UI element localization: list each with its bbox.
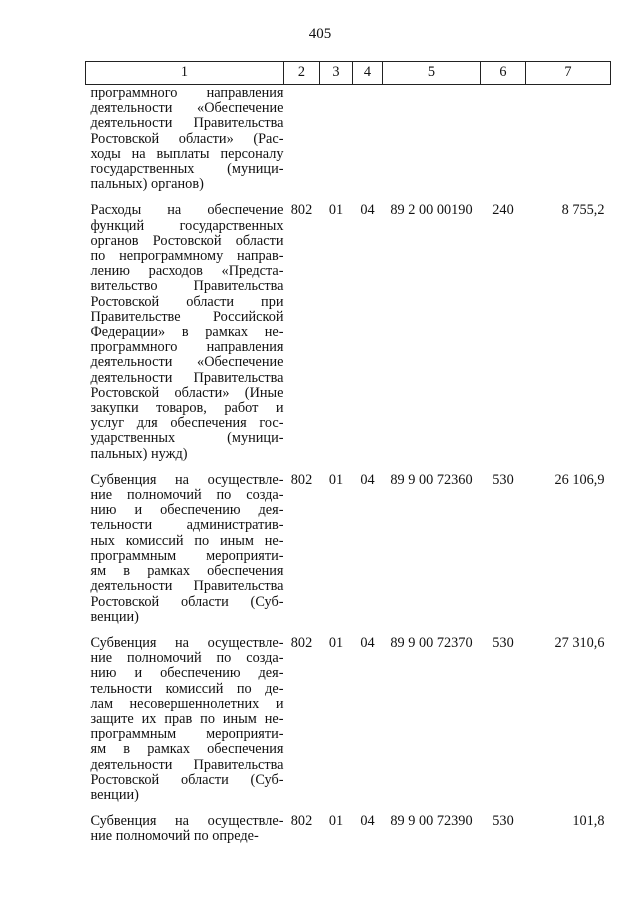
section-code: 01 [328, 202, 344, 219]
section-code: 01 [328, 813, 344, 830]
expense-name-line: лам несовершеннолетних и [90, 695, 284, 712]
expense-name-line: ние полномочий по опреде- [90, 828, 259, 845]
budget-table [85, 61, 611, 845]
expense-name [86, 192, 284, 461]
expense-name [86, 85, 284, 193]
expense-name-line: ям в рамках обеспечения [90, 741, 284, 758]
target-article-code: 89 9 00 72360 [390, 471, 473, 488]
expense-name-line: деятельности Правительства [90, 369, 284, 386]
column-header: 7 [526, 62, 611, 85]
expense-name-line: Ростовской области» (Иные [90, 384, 284, 401]
expense-name-line: пальных) нужд) [90, 445, 188, 462]
expense-type-code: 530 [492, 813, 514, 830]
table-row [86, 625, 611, 803]
subsection-code: 04 [360, 202, 375, 219]
column-header: 3 [320, 62, 353, 85]
table-row [86, 85, 611, 193]
expense-name-line: лению расходов «Предста- [90, 263, 284, 280]
expense-type-code: 530 [492, 471, 514, 488]
target-article-code [383, 85, 481, 193]
expense-name-line: программным мероприяти- [90, 726, 284, 743]
column-header: 5 [383, 62, 481, 85]
expense-name-line: государственных (муници- [90, 161, 284, 178]
table-row [86, 192, 611, 461]
section-code: 01 [328, 471, 344, 488]
expense-name-line: венции) [90, 786, 139, 803]
expense-name-line: программного направления [90, 339, 284, 356]
column-header: 4 [353, 62, 383, 85]
expense-name-line: Ростовской области (Суб- [90, 593, 284, 610]
subsection-code [353, 85, 383, 193]
column-header: 1 [86, 62, 284, 85]
expense-name-line: деятельности «Обеспечение [90, 100, 284, 117]
expense-type-code [481, 85, 526, 193]
expense-name-line: Ростовской области (Суб- [90, 771, 284, 788]
amount-value: 8 755,2 [561, 202, 605, 219]
expense-name-line: Правительстве Российской [90, 308, 284, 325]
column-header: 6 [481, 62, 526, 85]
expense-name-line: Ростовской области» (Рас- [90, 130, 284, 147]
expense-name [86, 803, 284, 844]
expense-name-line: деятельности Правительства [90, 756, 284, 773]
amount-value: 26 106,9 [554, 471, 605, 488]
expense-name-line: закупки товаров, работ и [90, 400, 284, 417]
table-header-row [86, 62, 611, 85]
ministry-code [284, 85, 320, 193]
subsection-code: 04 [360, 813, 375, 830]
expense-name-line: тельности административ- [90, 517, 284, 534]
column-header: 2 [284, 62, 320, 85]
expense-name-line: Федерации» в рамках не- [90, 324, 284, 341]
expense-name-line: ние полномочий по созда- [90, 650, 284, 667]
section-code [320, 85, 353, 193]
expense-name-line: Субвенция на осуществле- [90, 813, 284, 830]
expense-name-line: ударственных (муници- [90, 430, 284, 447]
expense-name-line: деятельности «Обеспечение [90, 354, 284, 371]
expense-name-line: услуг для обеспечения гос- [90, 415, 284, 432]
expense-name-line: Субвенция на осуществле- [90, 634, 284, 651]
expense-type-code: 530 [492, 634, 514, 651]
expense-name-line: функций государственных [90, 217, 284, 234]
expense-name-line: программного направления [90, 85, 284, 101]
expense-name-line: ходы на выплаты персоналу [90, 145, 284, 162]
expense-name-line: органов Ростовской области [90, 232, 284, 249]
expense-name-line: венции) [90, 608, 139, 625]
expense-name-line: Субвенция на осуществле- [90, 471, 284, 488]
expense-name-line: пальных) органов) [90, 176, 204, 193]
expense-name-line: деятельности Правительства [90, 115, 284, 132]
expense-type-code: 240 [492, 202, 514, 219]
expense-name-line: деятельности Правительства [90, 578, 284, 595]
section-code: 01 [328, 634, 344, 651]
expense-name-line: ям в рамках обеспечения [90, 563, 284, 580]
page-number: 405 [308, 26, 332, 42]
target-article-code: 89 2 00 00190 [390, 202, 473, 219]
amount-value: 27 310,6 [554, 634, 605, 651]
expense-name-line: по непрограммному направ- [90, 248, 284, 265]
ministry-code: 802 [290, 813, 313, 830]
ministry-code: 802 [290, 202, 313, 219]
expense-name-line: защите их прав по иным не- [90, 710, 284, 727]
amount-value [526, 85, 611, 193]
expense-name-line: ных комиссий по иным не- [90, 532, 284, 549]
expense-name-line: тельности комиссий по де- [90, 680, 284, 697]
expense-name-line: нию и обеспечению дея- [90, 665, 284, 682]
ministry-code: 802 [290, 471, 313, 488]
expense-name-line: программным мероприяти- [90, 547, 284, 564]
subsection-code: 04 [360, 634, 375, 651]
target-article-code: 89 9 00 72370 [390, 634, 473, 651]
amount-value: 101,8 [572, 813, 605, 830]
expense-name-line: нию и обеспечению дея- [90, 502, 284, 519]
expense-name [86, 462, 284, 625]
expense-name-line: ние полномочий по созда- [90, 487, 284, 504]
ministry-code: 802 [290, 634, 313, 651]
expense-name-line: вительство Правительства [90, 278, 284, 295]
expense-name-line: Ростовской области при [90, 293, 284, 310]
table-row [86, 462, 611, 625]
subsection-code: 04 [360, 471, 375, 488]
table-row [86, 803, 611, 844]
expense-name-line: Расходы на обеспечение [90, 202, 284, 219]
target-article-code: 89 9 00 72390 [390, 813, 473, 830]
expense-name [86, 625, 284, 803]
